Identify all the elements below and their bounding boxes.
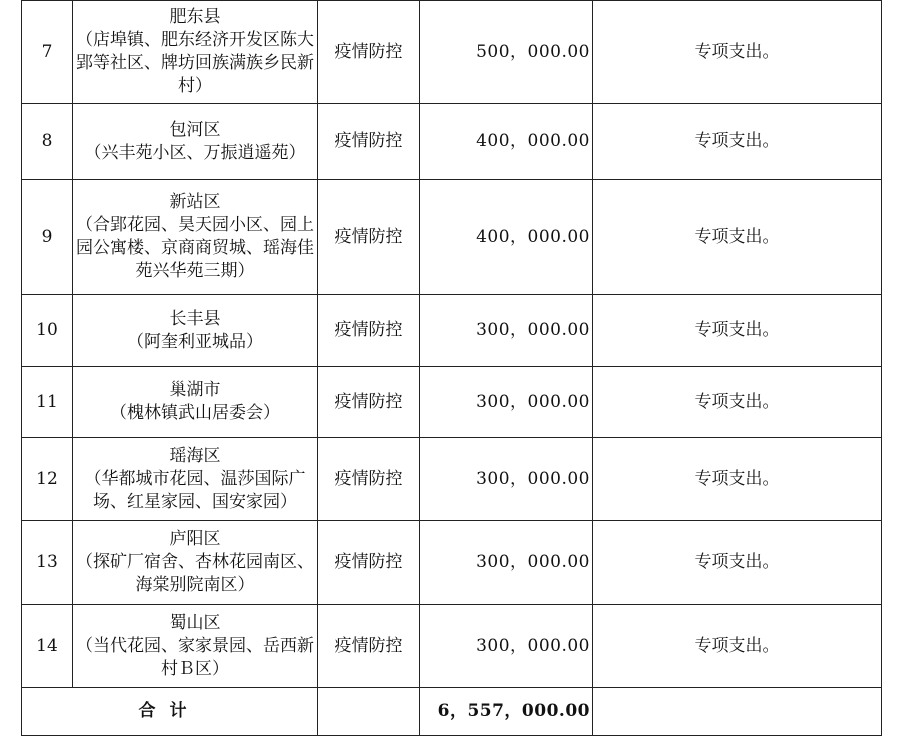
unit-detail: （阿奎利亚城品） <box>127 331 263 352</box>
row-number: 10 <box>22 295 73 367</box>
amount-value: 300，000.00 <box>476 391 590 412</box>
note-cell: 专项支出。 <box>593 295 882 367</box>
row-number: 13 <box>22 521 73 605</box>
total-row <box>22 688 882 736</box>
purpose-cell: 疫情防控 <box>318 180 420 295</box>
purpose-cell: 疫情防控 <box>318 438 420 521</box>
unit-cell <box>73 104 318 180</box>
purpose-cell: 疫情防控 <box>318 1 420 104</box>
purpose-cell: 疫情防控 <box>318 367 420 438</box>
table-row <box>22 295 882 367</box>
row-number: 7 <box>22 1 73 104</box>
unit-cell <box>73 438 318 521</box>
amount-value: 300，000.00 <box>476 635 590 656</box>
total-note-cell <box>593 688 882 736</box>
amount-cell <box>420 605 593 688</box>
table-row <box>22 1 882 104</box>
unit-detail: （兴丰苑小区、万振逍遥苑） <box>84 142 306 163</box>
unit-name: 肥东县 <box>169 7 221 27</box>
note-cell: 专项支出。 <box>593 180 882 295</box>
amount-cell <box>420 295 593 367</box>
unit-name: 包河区 <box>169 119 221 140</box>
amount-cell <box>420 1 593 104</box>
purpose-cell: 疫情防控 <box>318 295 420 367</box>
table-row <box>22 367 882 438</box>
table-row <box>22 521 882 605</box>
purpose-cell: 疫情防控 <box>318 605 420 688</box>
unit-detail: （槐林镇武山居委会） <box>110 403 280 423</box>
unit-name: 新站区 <box>169 192 221 212</box>
unit-name: 巢湖市 <box>169 380 221 400</box>
amount-value: 300，000.00 <box>476 468 590 489</box>
unit-cell <box>73 367 318 438</box>
unit-name: 瑶海区 <box>169 445 221 466</box>
note-cell: 专项支出。 <box>593 1 882 104</box>
amount-value: 400，000.00 <box>476 131 590 151</box>
table-row <box>22 605 882 688</box>
amount-cell <box>420 180 593 295</box>
note-cell: 专项支出。 <box>593 605 882 688</box>
table-row <box>22 104 882 180</box>
amount-cell <box>420 438 593 521</box>
row-number: 12 <box>22 438 73 521</box>
unit-detail: （华都城市花园、温莎国际广场、红星家园、国安家园） <box>84 468 306 512</box>
unit-detail: （当代花园、家家景园、岳西新村Ｂ区） <box>76 635 314 679</box>
amount-cell <box>420 367 593 438</box>
row-number: 11 <box>22 367 73 438</box>
unit-name: 蜀山区 <box>169 612 221 633</box>
note-cell: 专项支出。 <box>593 367 882 438</box>
amount-cell <box>420 521 593 605</box>
unit-cell <box>73 295 318 367</box>
total-label: 合计 <box>22 688 318 736</box>
purpose-cell: 疫情防控 <box>318 104 420 180</box>
note-cell: 专项支出。 <box>593 104 882 180</box>
row-number: 14 <box>22 605 73 688</box>
unit-cell <box>73 1 318 104</box>
total-amount-cell <box>420 688 593 736</box>
table-row <box>22 438 882 521</box>
total-amount: 6，557，000.00 <box>437 701 590 721</box>
purpose-cell: 疫情防控 <box>318 521 420 605</box>
unit-cell <box>73 605 318 688</box>
table-row <box>22 180 882 295</box>
unit-name: 长丰县 <box>169 308 221 329</box>
amount-value: 300，000.00 <box>476 320 590 340</box>
amount-value: 400，000.00 <box>476 226 590 247</box>
allocation-table <box>21 0 882 736</box>
unit-name: 庐阳区 <box>169 529 221 549</box>
total-empty-cell <box>318 688 420 736</box>
unit-detail: （探矿厂宿舍、杏林花园南区、海棠别院南区） <box>76 552 314 595</box>
amount-value: 300，000.00 <box>476 552 590 572</box>
unit-detail: （合郢花园、昊天园小区、园上园公寓楼、京商商贸城、瑶海佳苑兴华苑三期） <box>76 215 314 281</box>
row-number: 9 <box>22 180 73 295</box>
unit-cell <box>73 180 318 295</box>
amount-cell <box>420 104 593 180</box>
unit-detail: （店埠镇、肥东经济开发区陈大郢等社区、牌坊回族满族乡民新村） <box>76 30 314 96</box>
note-cell: 专项支出。 <box>593 521 882 605</box>
unit-cell <box>73 521 318 605</box>
note-cell: 专项支出。 <box>593 438 882 521</box>
row-number: 8 <box>22 104 73 180</box>
amount-value: 500，000.00 <box>476 41 590 62</box>
